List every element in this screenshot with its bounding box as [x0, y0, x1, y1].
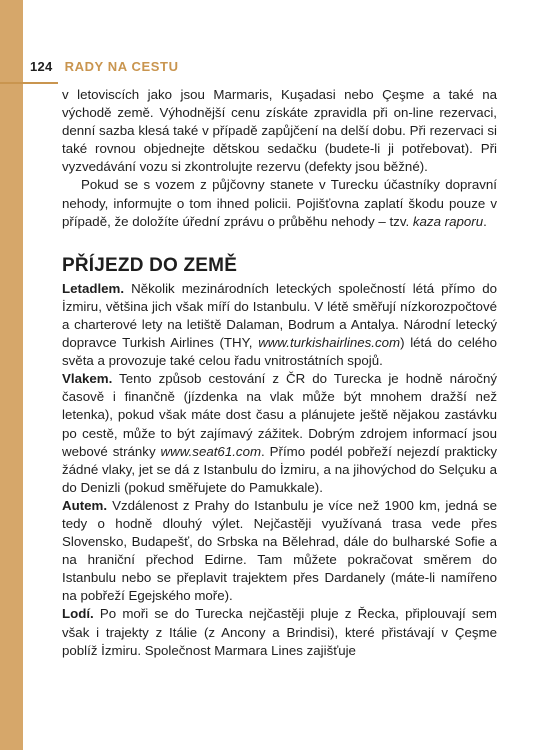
- seat61-url: www.seat61.com: [160, 443, 262, 459]
- train-text-1: Tento způsob cestování z ČR do Turecka je hodně náročný časově i finančně (jízdenka na vlak může být mnohem dražší než letenka), pokud však máte dost času a plánujete ještě nějakou zastávku po cestě, může to být zajímavý zážitek. Dobrým zdrojem informací jsou webové stránky: [62, 371, 497, 459]
- running-header: [30, 59, 179, 77]
- page-number: 124: [30, 59, 53, 74]
- paragraph-by-car: [62, 497, 497, 606]
- term-kaza-raporu: kaza raporu: [412, 213, 484, 229]
- paragraph-car-rental: v letoviscích jako jsou Marmaris, Kuşadasi nebo Çeşme a také na východě země. Výhodnější cenu získáte zpravidla při on-line rezervaci, denní sazba klesá také v případě zapůjčení na delší dobu. Při rezervaci si také rovnou objednejte dětskou sedačku (budete-li ji potřebovat). Při vyzvedávání vozu si zkontrolujte rezervu (defekty jsou běžné).: [62, 87, 497, 175]
- turkish-airlines-url: www.turkishairlines.com: [258, 335, 401, 351]
- paragraph-by-air: [62, 280, 497, 370]
- train-text-2: . Přímo podél pobřeží nejezdí prakticky žádné vlaky, jet se dá z Istanbulu do İzmiru, a na jihovýchod do Selçuku a do Denizli (pokud směřujete do Pamukkale).: [62, 443, 498, 495]
- boat-text: Po moři se do Turecka nejčastěji pluje z Řecka, připlouvají sem však i trajekty z Itálie (z Ancony a Brindisi), které přistávají v Çeşme poblíž İzmiru. Společnost Marmara Lines zajišťuje: [62, 606, 497, 658]
- paragraph-by-train: [62, 370, 497, 497]
- lead-by-air: Letadlem.: [62, 280, 125, 296]
- header-rule: [0, 82, 58, 84]
- section-heading: PŘÍJEZD DO ZEMĚ: [62, 254, 238, 276]
- lead-by-train: Vlakem.: [62, 371, 113, 387]
- car-text: Vzdálenost z Prahy do Istanbulu je více než 1900 km, jedná se tedy o hodně dlouhý výlet. Nejčastěji využívaná trasa vede přes Slovensko, Budapešť, do Srbska na Bělehrad, dále do bulharské Sofie a na hraniční přechod Edirne. Tam můžete pokračovat směrem do Istanbulu nebo se přeplavit trajektem přes Dardanely (máte-li namířeno na pobřeží Egejského moře).: [62, 497, 497, 604]
- page-body: [62, 86, 497, 660]
- lead-by-car: Autem.: [62, 497, 108, 513]
- lead-by-boat: Lodí.: [62, 606, 94, 622]
- paragraph-accident: [62, 176, 497, 230]
- page-edge-tab: [0, 0, 23, 750]
- paragraph-accident-end: .: [483, 213, 487, 229]
- paragraph-accident-text: Pokud se s vozem z půjčovny stanete v Turecku účastníky dopravní nehody, informujte o tom ihned policii. Pojišťovna zaplatí škodu pouze v případě, že doložíte úřední zprávu o průběhu nehody – tzv.: [62, 177, 497, 229]
- paragraph-by-boat: [62, 605, 497, 659]
- air-text-1: Několik mezinárodních leteckých společností létá přímo do İzmiru, většina jich však míří do Istanbulu. V létě směřují nízkorozpočtové a charterové lety na letiště Dalaman, Bodrum a Antalya. Národní letecký dopravce Turkish Airlines (THY,: [62, 280, 497, 351]
- running-section-title: RADY NA CESTU: [64, 59, 179, 74]
- air-text-2: ) létá do celého světa a provozuje také celou řadu vnitrostátních spojů.: [62, 335, 497, 369]
